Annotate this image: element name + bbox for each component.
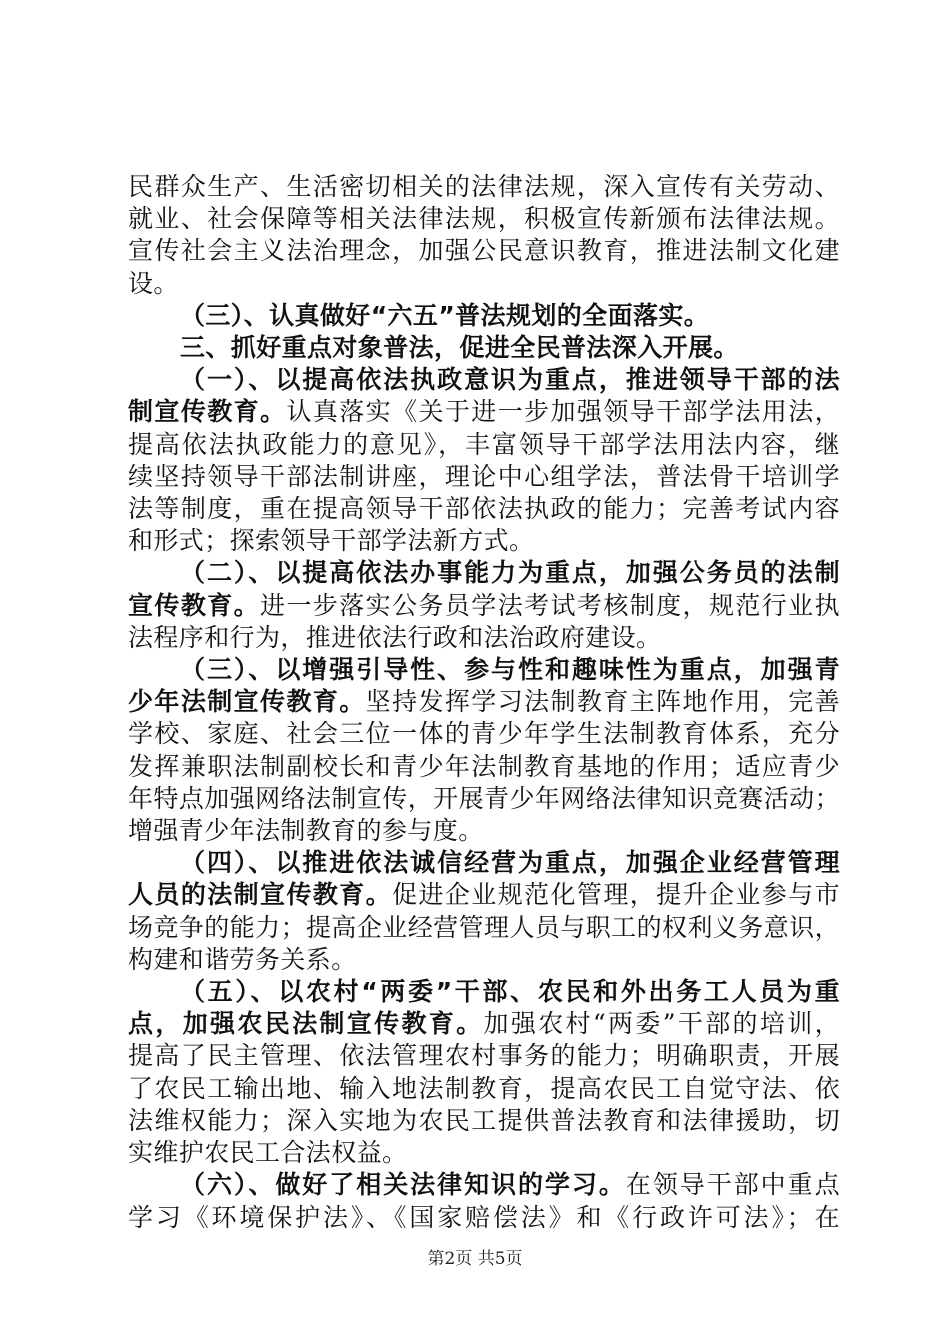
- body-line: [128, 944, 840, 976]
- bold-heading-span: （四）、以推进依法诚信经营为重点，加强企业经营管理: [180, 848, 840, 878]
- bold-heading-span: （一）、以提高依法执政意识为重点，推进领导干部的法: [180, 365, 840, 395]
- body-line: [128, 912, 840, 944]
- body-line: [128, 1169, 840, 1201]
- bold-heading-span: 制宣传教育。: [128, 397, 287, 427]
- bold-heading-span: 宣传教育。: [128, 590, 261, 620]
- document-body: [128, 171, 840, 1234]
- bold-heading-span: （三）、认真做好“六五”普法规划的全面落实。: [180, 300, 710, 330]
- body-text-span: 民群众生产、生活密切相关的法律法规，深入宣传有关劳动、: [128, 172, 840, 201]
- body-line: [128, 654, 840, 686]
- body-text-span: 发挥兼职法制副校长和青少年法制教育基地的作用；适应青少: [128, 751, 840, 781]
- body-text-span: 坚持发挥学习法制教育主阵地作用，完善: [365, 687, 840, 717]
- body-text-span: 法等制度，重在提高领导干部依法执政的能力；完善考试内容: [128, 494, 840, 524]
- bold-heading-span: 少年法制宣传教育。: [128, 687, 366, 717]
- body-line: [128, 783, 840, 815]
- body-text-span: 法程序和行为，推进依法行政和法治政府建设。: [128, 622, 662, 652]
- bold-heading-span: （三）、以增强引导性、参与性和趣味性为重点，加强青: [180, 655, 840, 685]
- body-line: [128, 622, 840, 654]
- body-line: [128, 879, 840, 911]
- body-line: [128, 1040, 840, 1072]
- body-text-span: 提高了民主管理、依法管理农村事务的能力；明确职责，开展: [128, 1041, 840, 1071]
- bold-heading-span: （二）、以提高依法办事能力为重点，加强公务员的法制: [180, 558, 840, 588]
- bold-heading-span: 三、抓好重点对象普法，促进全民普法深入开展。: [180, 333, 739, 363]
- body-text-span: 增强青少年法制教育的参与度。: [128, 816, 484, 846]
- body-line: [128, 718, 840, 750]
- body-line: [128, 429, 840, 461]
- body-text-span: 认真落实《关于进一步加强领导干部学法用法，: [286, 397, 840, 427]
- bold-heading-span: 人员的法制宣传教育。: [128, 880, 393, 910]
- body-line: [128, 461, 840, 493]
- body-text-span: 法维权能力；深入实地为农民工提供普法教育和法律援助，切: [128, 1105, 840, 1135]
- body-text-span: 在领导干部中重点: [625, 1170, 840, 1200]
- body-line: [128, 332, 840, 364]
- body-text-span: 学校、家庭、社会三位一体的青少年学生法制教育体系，充分: [128, 719, 840, 749]
- body-line: [128, 235, 840, 267]
- body-text-span: 宣传社会主义法治理念，加强公民意识教育，推进法制文化建: [128, 236, 840, 266]
- body-line: [128, 203, 840, 235]
- body-text-span: 进一步落实公务员学法考试考核制度，规范行业执: [260, 590, 840, 620]
- body-line: [128, 1137, 840, 1169]
- body-text-span: 加强农村“两委”干部的培训，: [483, 1009, 840, 1039]
- body-line: [128, 300, 840, 332]
- body-text-span: 促进企业规范化管理，提升企业参与市: [392, 880, 840, 910]
- body-text-span: 和形式；探索领导干部学法新方式。: [128, 526, 535, 556]
- body-line: [128, 751, 840, 783]
- body-text-span: 实维护农民工合法权益。: [128, 1138, 408, 1168]
- body-line: [128, 396, 840, 428]
- body-line: [128, 364, 840, 396]
- body-line: [128, 590, 840, 622]
- body-line: [128, 171, 840, 203]
- body-line: [128, 1202, 840, 1234]
- body-text-span: 学习《环境保护法》、《国家赔偿法》和《行政许可法》；在: [128, 1202, 840, 1232]
- body-line: [128, 1105, 840, 1137]
- bold-heading-span: 点，加强农民法制宣传教育。: [128, 1009, 484, 1039]
- body-text-span: 续坚持领导干部法制讲座，理论中心组学法，普法骨干培训学: [128, 461, 840, 491]
- body-line: [128, 525, 840, 557]
- body-line: [128, 493, 840, 525]
- body-line: [128, 976, 840, 1008]
- body-text-span: 构建和谐劳务关系。: [128, 944, 357, 974]
- body-text-span: 场竞争的能力；提高企业经营管理人员与职工的权利义务意识，: [128, 912, 840, 942]
- bold-heading-span: （五）、以农村“两委”干部、农民和外出务工人员为重: [180, 977, 840, 1007]
- body-line: [128, 815, 840, 847]
- body-line: [128, 847, 840, 879]
- bold-heading-span: （六）、做好了相关法律知识的学习。: [180, 1170, 626, 1200]
- body-text-span: 年特点加强网络法制宣传，开展青少年网络法律知识竞赛活动；: [128, 783, 840, 813]
- body-text-span: 提高依法执政能力的意见》，丰富领导干部学法用法内容，继: [128, 429, 840, 459]
- body-line: [128, 1008, 840, 1040]
- body-line: [128, 557, 840, 589]
- body-text-span: 设。: [128, 268, 179, 298]
- body-line: [128, 1073, 840, 1105]
- body-text-span: 就业、社会保障等相关法律法规，积极宣传新颁布法律法规。: [128, 204, 840, 234]
- page-footer: 第2页 共5页: [427, 1249, 523, 1269]
- body-line: [128, 268, 840, 300]
- body-text-span: 了农民工输出地、输入地法制教育，提高农民工自觉守法、依: [128, 1073, 840, 1103]
- body-line: [128, 686, 840, 718]
